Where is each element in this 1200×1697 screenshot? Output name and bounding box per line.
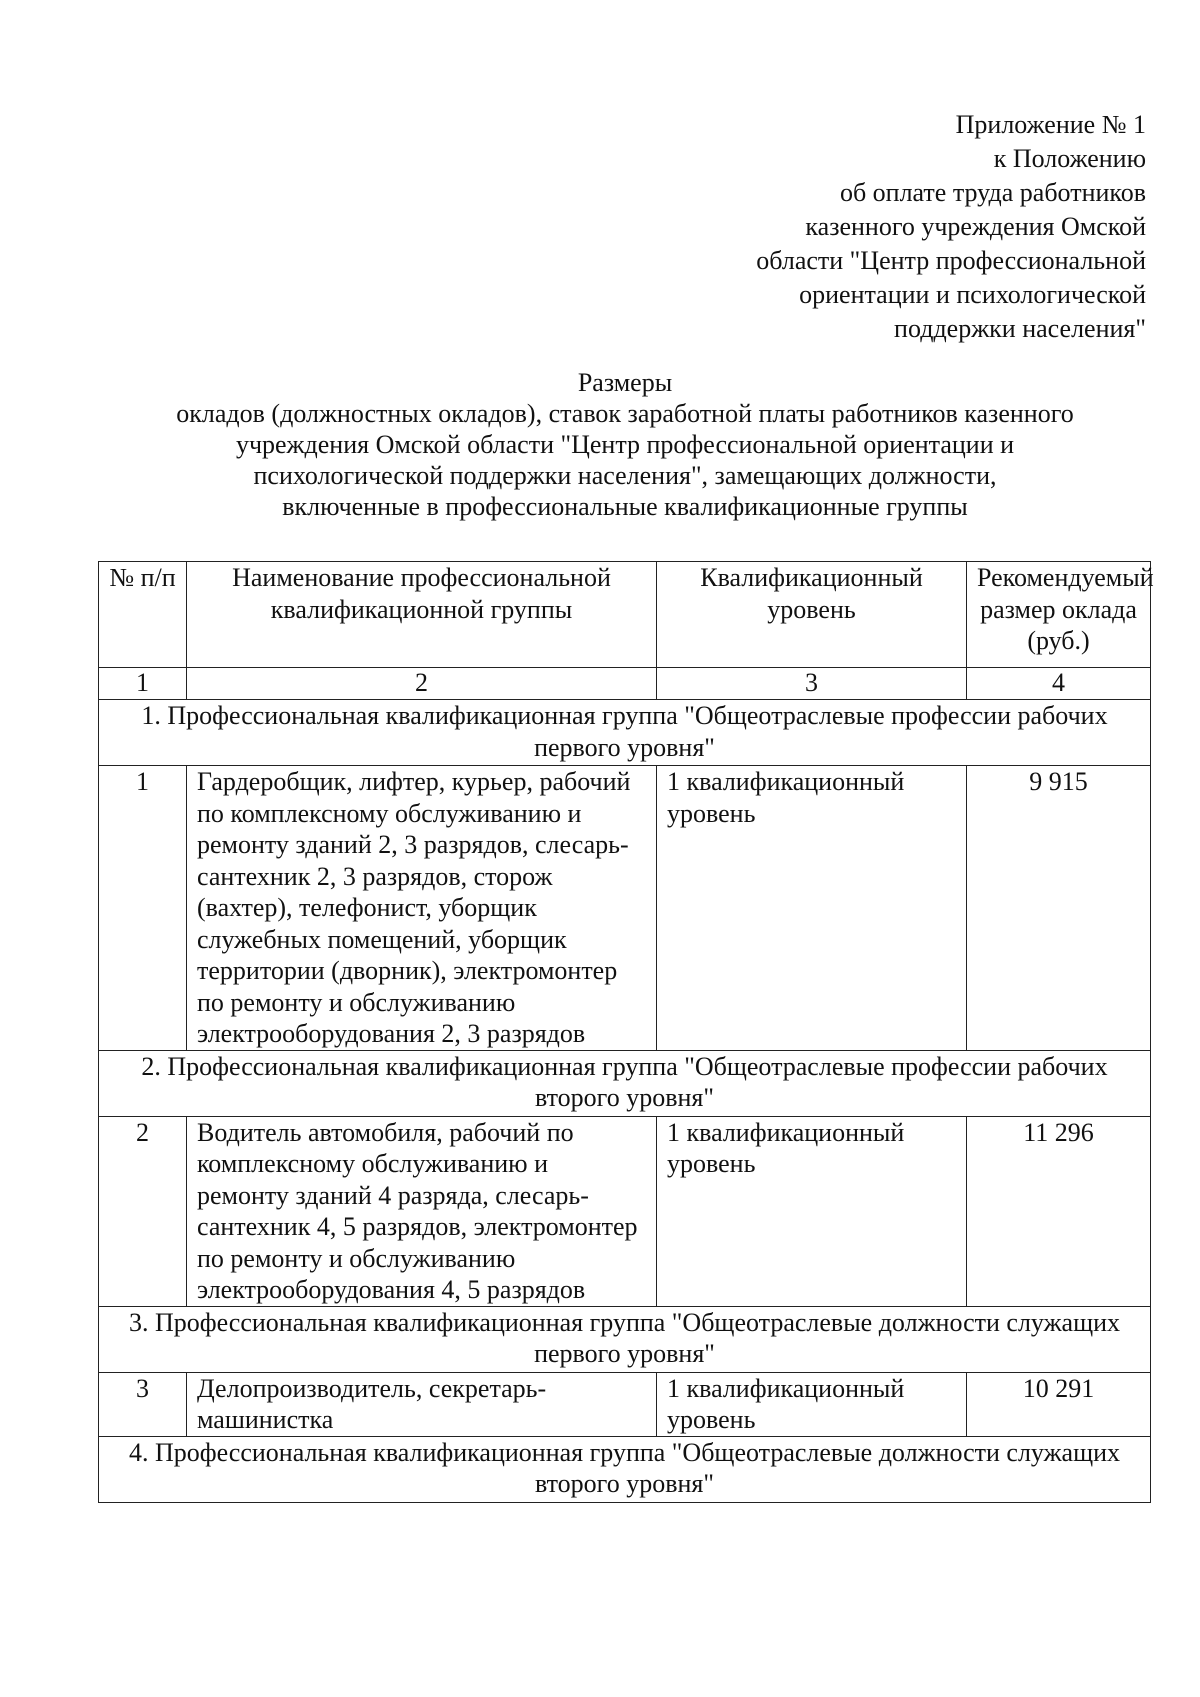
column-number: 3 bbox=[657, 668, 967, 700]
group-row bbox=[99, 1436, 1151, 1502]
group-title: 2. Профессиональная квалификационная группа "Общеотраслевые профессии рабочих второго уровня" bbox=[99, 1050, 1151, 1116]
salary-table bbox=[98, 561, 1154, 1503]
heading-line: окладов (должностных окладов), ставок заработной платы работников казенного bbox=[176, 399, 1074, 428]
appendix-block bbox=[626, 108, 1146, 346]
document-title: Размеры bbox=[577, 368, 673, 397]
column-number: 4 bbox=[967, 668, 1151, 700]
appendix-line: казенного учреждения Омской bbox=[805, 212, 1146, 241]
column-number: 1 bbox=[99, 668, 187, 700]
appendix-line: Приложение № 1 bbox=[955, 110, 1146, 139]
header-group-name: Наименование профессиональной квалификационной группы bbox=[187, 562, 657, 668]
header-level: Квалификационный уровень bbox=[657, 562, 967, 668]
heading-line: учреждения Омской области "Центр профессиональной ориентации и bbox=[235, 430, 1015, 459]
appendix-line: поддержки населения" bbox=[894, 314, 1146, 343]
group-row bbox=[99, 700, 1151, 766]
table-row bbox=[99, 1372, 1151, 1436]
appendix-line: к Положению bbox=[993, 144, 1146, 173]
row-salary: 10 291 bbox=[967, 1372, 1151, 1436]
heading-line: психологической поддержки населения", замещающих должности, bbox=[253, 461, 997, 490]
appendix-line: ориентации и психологической bbox=[799, 280, 1146, 309]
column-numbers-row bbox=[99, 668, 1151, 700]
group-title: 4. Профессиональная квалификационная группа "Общеотраслевые должности служащих второго уровня" bbox=[99, 1436, 1151, 1502]
appendix-line: об оплате труда работников bbox=[839, 178, 1146, 207]
row-level: 1 квалификационный уровень bbox=[657, 1116, 967, 1306]
table-row bbox=[99, 1116, 1151, 1306]
group-row bbox=[99, 1306, 1151, 1372]
row-number: 1 bbox=[99, 766, 187, 1051]
row-salary: 9 915 bbox=[967, 766, 1151, 1051]
row-level: 1 квалификационный уровень bbox=[657, 766, 967, 1051]
row-level: 1 квалификационный уровень bbox=[657, 1372, 967, 1436]
group-title: 3. Профессиональная квалификационная группа "Общеотраслевые должности служащих первого уровня" bbox=[99, 1306, 1151, 1372]
header-number: № п/п bbox=[99, 562, 187, 668]
row-number: 3 bbox=[99, 1372, 187, 1436]
row-salary: 11 296 bbox=[967, 1116, 1151, 1306]
group-row bbox=[99, 1050, 1151, 1116]
row-positions: Гардеробщик, лифтер, курьер, рабочий по комплексному обслуживанию и ремонту зданий 2, 3 разрядов, слесарь-сантехник 2, 3 разрядов, сторож (вахтер), телефонист, уборщик служебных помещений, уборщик территории (дворник), электромонтер по ремонту и обслуживанию электрооборудования 2, 3 разрядов bbox=[187, 766, 657, 1051]
row-positions: Делопроизводитель, секретарь-машинистка bbox=[187, 1372, 657, 1436]
table-header-row bbox=[99, 562, 1151, 668]
table-row bbox=[99, 766, 1151, 1051]
row-number: 2 bbox=[99, 1116, 187, 1306]
column-number: 2 bbox=[187, 668, 657, 700]
document-heading bbox=[100, 367, 1150, 522]
appendix-line: области "Центр профессиональной bbox=[756, 246, 1146, 275]
group-title: 1. Профессиональная квалификационная группа "Общеотраслевые профессии рабочих первого уровня" bbox=[99, 700, 1151, 766]
header-salary: Рекомендуемый размер оклада (руб.) bbox=[967, 562, 1151, 668]
row-positions: Водитель автомобиля, рабочий по комплексному обслуживанию и ремонту зданий 4 разряда, слесарь-сантехник 4, 5 разрядов, электромонтер по ремонту и обслуживанию электрооборудования 4, 5 разрядов bbox=[187, 1116, 657, 1306]
heading-line: включенные в профессиональные квалификационные группы bbox=[282, 492, 968, 521]
